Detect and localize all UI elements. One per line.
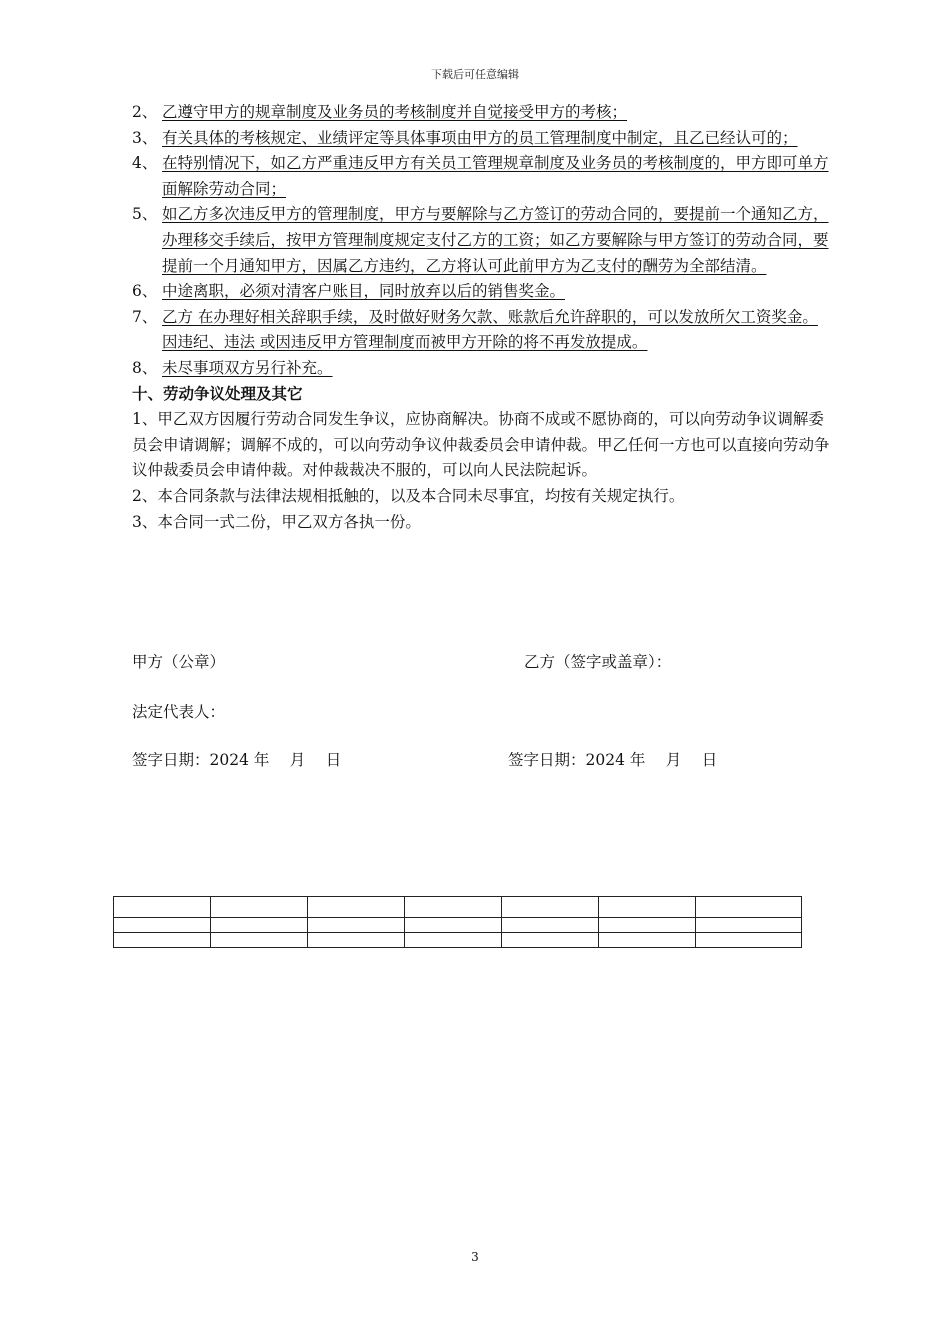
item-text: 乙遵守甲方的规章制度及业务员的考核制度并自觉接受甲方的考核； — [162, 103, 628, 121]
item-text: 乙方 在办理好相关辞职手续，及时做好财务欠款、账款后允许辞职的，可以发放所欠工资奖金。因违纪、违法 或因违反甲方管理制度而被甲方开除的将不再发放提成。 — [162, 307, 818, 352]
paragraph: 1、甲乙双方因履行劳动合同发生争议，应协商解决。协商不成或不愿协商的，可以向劳动争议调解委员会申请调解；调解不成的，可以向劳动争议仲裁委员会申请仲裁。甲乙任何一方也可以直接向劳动争议仲裁委员会申请仲裁。对仲裁裁决不服的，可以向人民法院起诉。 — [132, 410, 830, 480]
item-number: 7、 — [132, 307, 158, 326]
item-text: 未尽事项双方另行补充。 — [162, 358, 333, 377]
paragraph: 2、本合同条款与法律法规相抵触的，以及本合同未尽事宜，均按有关规定执行。 — [132, 486, 685, 505]
list-item — [132, 356, 832, 382]
item-number: 8、 — [132, 358, 158, 377]
item-text: 中途离职，必须对清客户账目，同时放弃以后的销售奖金。 — [162, 282, 566, 301]
table-row — [114, 933, 802, 948]
item-number: 5、 — [132, 205, 158, 224]
item-number: 3、 — [132, 128, 158, 147]
list-item — [132, 202, 832, 279]
page-header: 下载后可任意编辑 — [431, 68, 519, 81]
party-b-label: 乙方（签字或盖章）： — [524, 653, 672, 671]
empty-table — [113, 896, 802, 948]
table-row — [114, 918, 802, 933]
document-body — [132, 100, 832, 535]
party-a-label: 甲方（公章） — [132, 653, 226, 671]
date-a-label: 签字日期：2024 年 月 日 — [132, 751, 342, 769]
table-row — [114, 897, 802, 918]
list-item — [132, 126, 832, 152]
page-number: 3 — [471, 1250, 479, 1264]
item-text: 在特别情况下，如乙方严重违反甲方有关员工管理规章制度及业务员的考核制度的，甲方即可单方面解除劳动合同； — [162, 154, 829, 198]
item-number: 6、 — [132, 282, 158, 301]
list-item — [132, 305, 832, 356]
item-text: 如乙方多次违反甲方的管理制度，甲方与要解除与乙方签订的劳动合同的，要提前一个通知乙方，办理移交手续后，按甲方管理制度规定支付乙方的工资；如乙方要解除与甲方签订的劳动合同，要提前一个月通知甲方，因属乙方违约，乙方将认可此前甲方为乙支付的酬劳为全部结清。 — [162, 205, 829, 275]
date-b-label: 签字日期：2024 年 月 日 — [508, 751, 718, 769]
section-title: 十、劳动争议处理及其它 — [132, 384, 303, 403]
list-item — [132, 100, 832, 126]
list-item — [132, 151, 832, 202]
list-item — [132, 279, 832, 305]
paragraph: 3、本合同一式二份，甲乙双方各执一份。 — [132, 512, 421, 531]
item-text: 有关具体的考核规定、业绩评定等具体事项由甲方的员工管理制度中制定，且乙已经认可的； — [162, 128, 798, 147]
item-number: 4、 — [132, 154, 158, 173]
legal-rep-label: 法定代表人： — [132, 703, 226, 721]
item-number: 2、 — [132, 103, 158, 121]
